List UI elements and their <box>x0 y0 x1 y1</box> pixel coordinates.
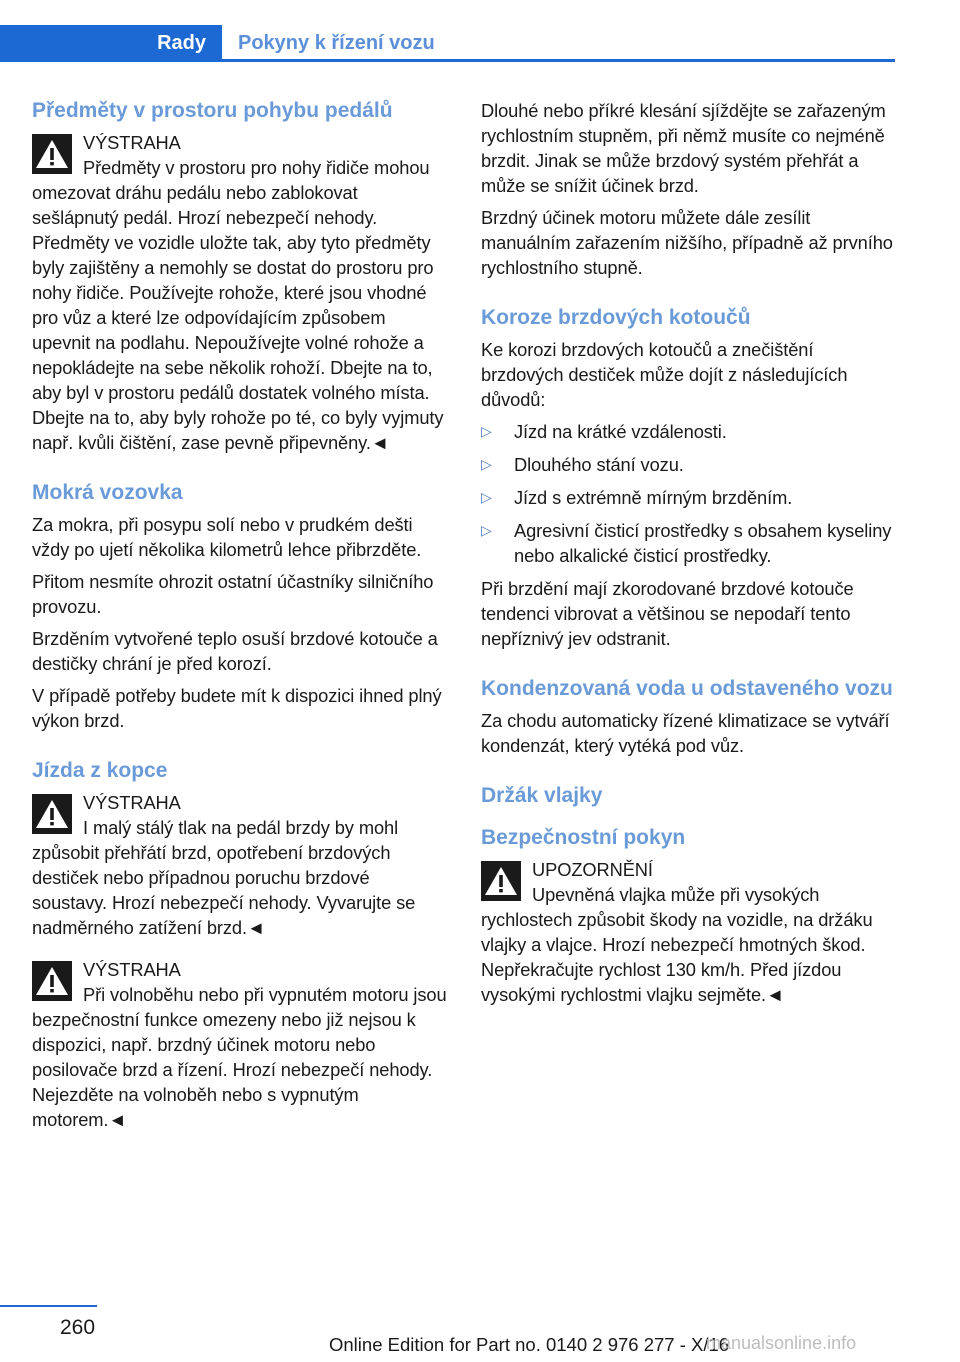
footer-rule <box>0 1305 97 1307</box>
paragraph: Brzdný účinek motoru můžete dále zesílit manuálním zařazením nižšího, případně až prvního rychlostního stupně. <box>481 207 893 278</box>
edition-text: Online Edition for Part no. 0140 2 976 277 - X/16 <box>329 1334 730 1355</box>
warning-triangle-icon <box>32 794 72 834</box>
warning-text: Předměty v prostoru pro nohy řidiče mohou omezovat dráhu pedálu nebo zablokovat sešlápnutý pedál. Hrozí nebezpečí nehody. Předměty ve vozidle uložte tak, aby tyto předměty byly zajištěny a nemohly se dostat do prostoru pro nohy řidiče. Používejte rohože, které jsou vhodné pro vůz a které lze odpovídajícím způsobem upevnit na podlahu. Nepoužívejte volné rohože a nepokládejte na sebe několik rohoží. Dbejte na to, aby byl v prostoru pedálů dostatek volného místa. Dbejte na to, aby byly rohože po té, co byly vyjmuty např. kvůli čištění, zase pevně připevněny.◄ <box>32 157 444 453</box>
page-number: 260 <box>60 1316 96 1339</box>
tab-rady[interactable]: Rady <box>0 25 222 62</box>
warning-triangle-icon <box>481 861 521 901</box>
triangle-bullet-icon: ▷ <box>481 489 492 505</box>
section-title-downhill: Jízda z kopce <box>32 759 168 782</box>
section-title-safety-note: Bezpečnostní pokyn <box>481 826 686 849</box>
triangle-bullet-icon: ▷ <box>481 423 492 439</box>
list-item: ▷ Jízd na krátké vzdálenosti. <box>481 421 727 442</box>
paragraph: Přitom nesmíte ohrozit ostatní účastníky silničního provozu. <box>32 571 434 617</box>
list-item: ▷ Jízd s extrémně mírným brzděním. <box>481 487 793 508</box>
warning-block <box>32 957 447 1132</box>
warning-block <box>32 130 447 455</box>
section-title-flag-holder: Držák vlajky <box>481 784 603 807</box>
warning-triangle-icon <box>32 134 72 174</box>
reason-list <box>481 419 896 568</box>
section-title-condensation: Kondenzovaná voda u odstaveného vozu <box>481 677 893 700</box>
list-item: ▷ Dlouhého stání vozu. <box>481 454 684 475</box>
watermark: manualsonline.info <box>706 1333 857 1353</box>
section-title-pedal-objects: Předměty v prostoru pohybu pedálů <box>32 99 393 122</box>
paragraph: Za mokra, při posypu solí nebo v prudkém dešti vždy po ujetí několika kilometrů lehce přibrzděte. <box>32 514 422 560</box>
triangle-bullet-icon: ▷ <box>481 456 492 472</box>
right-column <box>481 98 896 1014</box>
warning-text: I malý stálý tlak na pedál brzdy by mohl způsobit přehřátí brzd, opotřebení brzdových destiček nebo případnou poruchu brzdové soustavy. Hrozí nebezpečí nehody. Vyvarujte se nadměrného zatížení brzd.◄ <box>32 817 416 938</box>
notice-text: Upevněná vlajka může při vysokých rychlostech způsobit škody na vozidle, na držáku vlajky a vlajce. Hrozí nebezpečí hmotných škod. Nepřekračujte rychlost 130 km/h. Před jízdou vysokými rychlostmi vlajku sejměte.◄ <box>481 884 873 1005</box>
section-title-wet-road: Mokrá vozovka <box>32 481 183 504</box>
paragraph: V případě potřeby budete mít k dispozici ihned plný výkon brzd. <box>32 685 442 731</box>
triangle-bullet-icon: ▷ <box>481 522 492 538</box>
list-item: ▷ Agresivní čisticí prostředky s obsahem kyseliny nebo alkalické čisticí prostředky. <box>481 520 892 566</box>
section-title-brake-corrosion: Koroze brzdových kotoučů <box>481 306 751 329</box>
paragraph: Při brzdění mají zkorodované brzdové kotouče tendenci vibrovat a většinou se nepodaří tento nepříznivý jev odstranit. <box>481 578 854 649</box>
warning-block <box>32 790 447 940</box>
paragraph: Brzděním vytvořené teplo osuší brzdové kotouče a destičky chrání je před korozí. <box>32 628 438 674</box>
page-header <box>0 25 895 62</box>
notice-label: UPOZORNĚNÍ <box>532 859 653 880</box>
warning-label: VÝSTRAHA <box>83 792 181 813</box>
paragraph: Dlouhé nebo příkré klesání sjíždějte se zařazeným rychlostním stupněm, při němž musíte co nejméně brzdit. Jinak se může brzdový systém přehřát a může se snížit účinek brzd. <box>481 100 886 196</box>
tab-section-title[interactable]: Pokyny k řízení vozu <box>238 32 435 54</box>
paragraph: Ke korozi brzdových kotoučů a znečištění brzdových destiček může dojít z následujících důvodů: <box>481 339 848 410</box>
notice-block <box>481 857 896 1007</box>
warning-text: Při volnoběhu nebo při vypnutém motoru jsou bezpečnostní funkce omezeny nebo již nejsou k dispozici, např. brzdný účinek motoru nebo posilovače brzd a řízení. Hrozí nebezpečí nehody. Nejezděte na volnoběh nebo s vypnutým motorem.◄ <box>32 984 447 1130</box>
warning-label: VÝSTRAHA <box>83 959 181 980</box>
paragraph: Za chodu automaticky řízené klimatizace se vytváří kondenzát, který vytéká pod vůz. <box>481 710 890 756</box>
left-column <box>32 98 447 1139</box>
warning-triangle-icon <box>32 961 72 1001</box>
header-rule <box>0 59 895 62</box>
warning-label: VÝSTRAHA <box>83 132 181 153</box>
